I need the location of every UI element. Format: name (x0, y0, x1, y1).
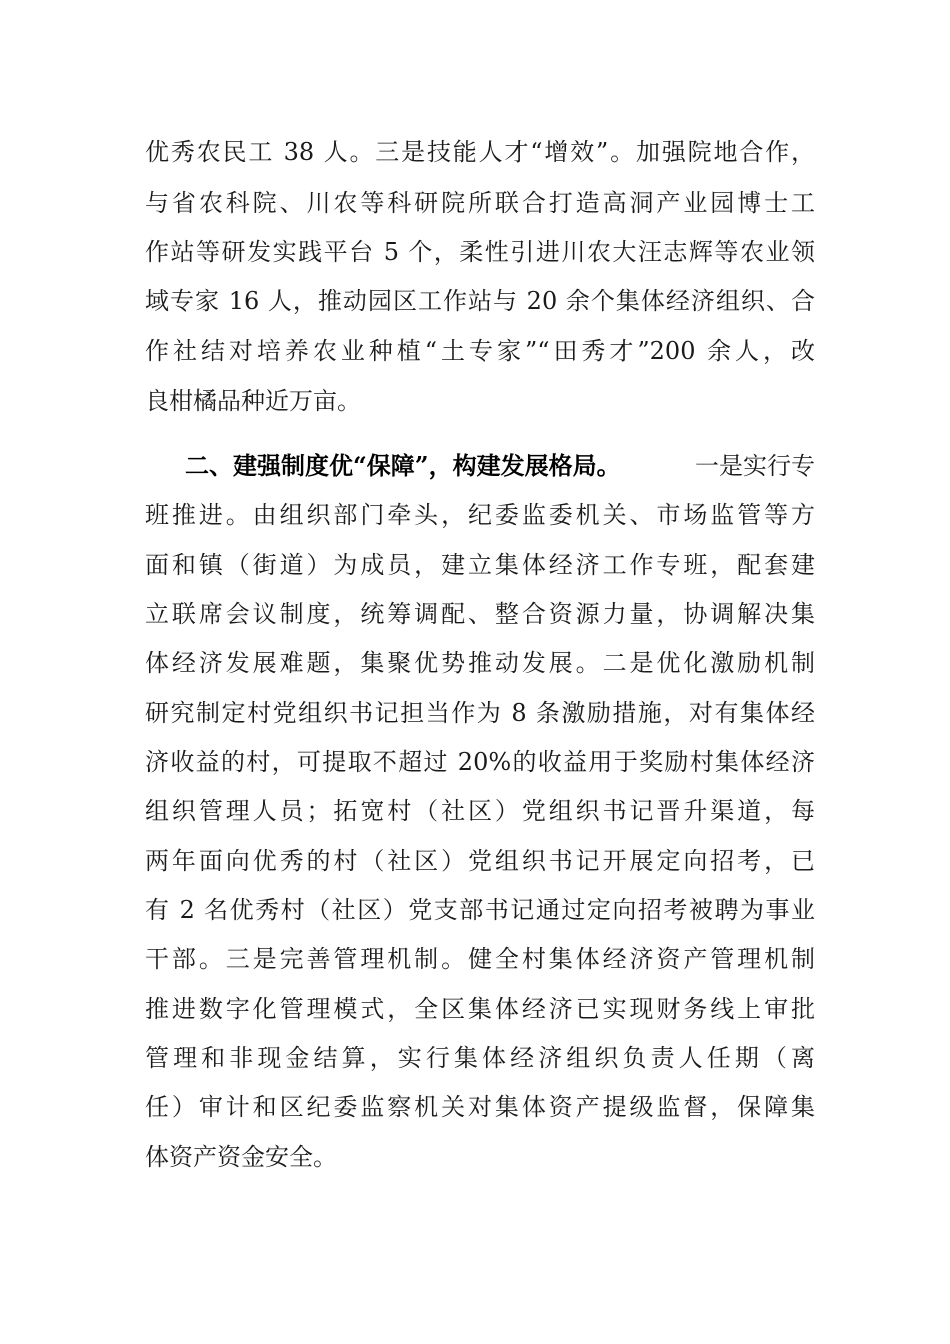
text-line: 任）审计和区纪委监察机关对集体资产提级监督，保障集 (145, 1093, 815, 1121)
section-heading: 二、建强制度优“保障”，构建发展格局。 (185, 451, 621, 480)
text-line: 作站等研发实践平台 5 个，柔性引进川农大汪志辉等农业领 (145, 238, 815, 266)
text-line: 干部。三是完善管理机制。健全村集体经济资产管理机制 (145, 945, 815, 973)
text-line: 班推进。由组织部门牵头，纪委监委机关、市场监管等方 (145, 501, 815, 529)
text-line: 有 2 名优秀村（社区）党支部书记通过定向招考被聘为事业 (145, 896, 815, 924)
text-line: 良柑橘品种近万亩。 (145, 387, 361, 415)
text-line: 作社结对培养农业种植“土专家”“田秀才”200 余人，改 (145, 337, 815, 365)
text-line: 立联席会议制度，统筹调配、整合资源力量，协调解决集 (145, 600, 815, 628)
text-line: 与省农科院、川农等科研院所联合打造高洞产业园博士工 (145, 189, 815, 217)
text-line: 面和镇（街道）为成员，建立集体经济工作专班，配套建 (145, 551, 815, 579)
text-line: 域专家 16 人，推动园区工作站与 20 余个集体经济组织、合 (145, 287, 815, 315)
text-line: 济收益的村，可提取不超过 20%的收益用于奖励村集体经济 (145, 748, 815, 776)
text-line: 两年面向优秀的村（社区）党组织书记开展定向招考，已 (145, 847, 815, 875)
text-line: 体经济发展难题，集聚优势推动发展。二是优化激励机制 (145, 649, 815, 677)
text-fragment: 一是实行专 (695, 452, 815, 480)
text-line: 管理和非现金结算，实行集体经济组织负责人任期（离 (145, 1044, 815, 1072)
text-line: 体资产资金安全。 (145, 1143, 337, 1171)
text-line: 研究制定村党组织书记担当作为 8 条激励措施，对有集体经 (145, 699, 815, 727)
text-line: 组织管理人员；拓宽村（社区）党组织书记晋升渠道，每 (145, 797, 815, 825)
text-line: 推进数字化管理模式，全区集体经济已实现财务线上审批 (145, 995, 815, 1023)
section-heading-line (185, 446, 815, 486)
text-line: 优秀农民工 38 人。三是技能人才“增效”。加强院地合作， (145, 138, 815, 166)
